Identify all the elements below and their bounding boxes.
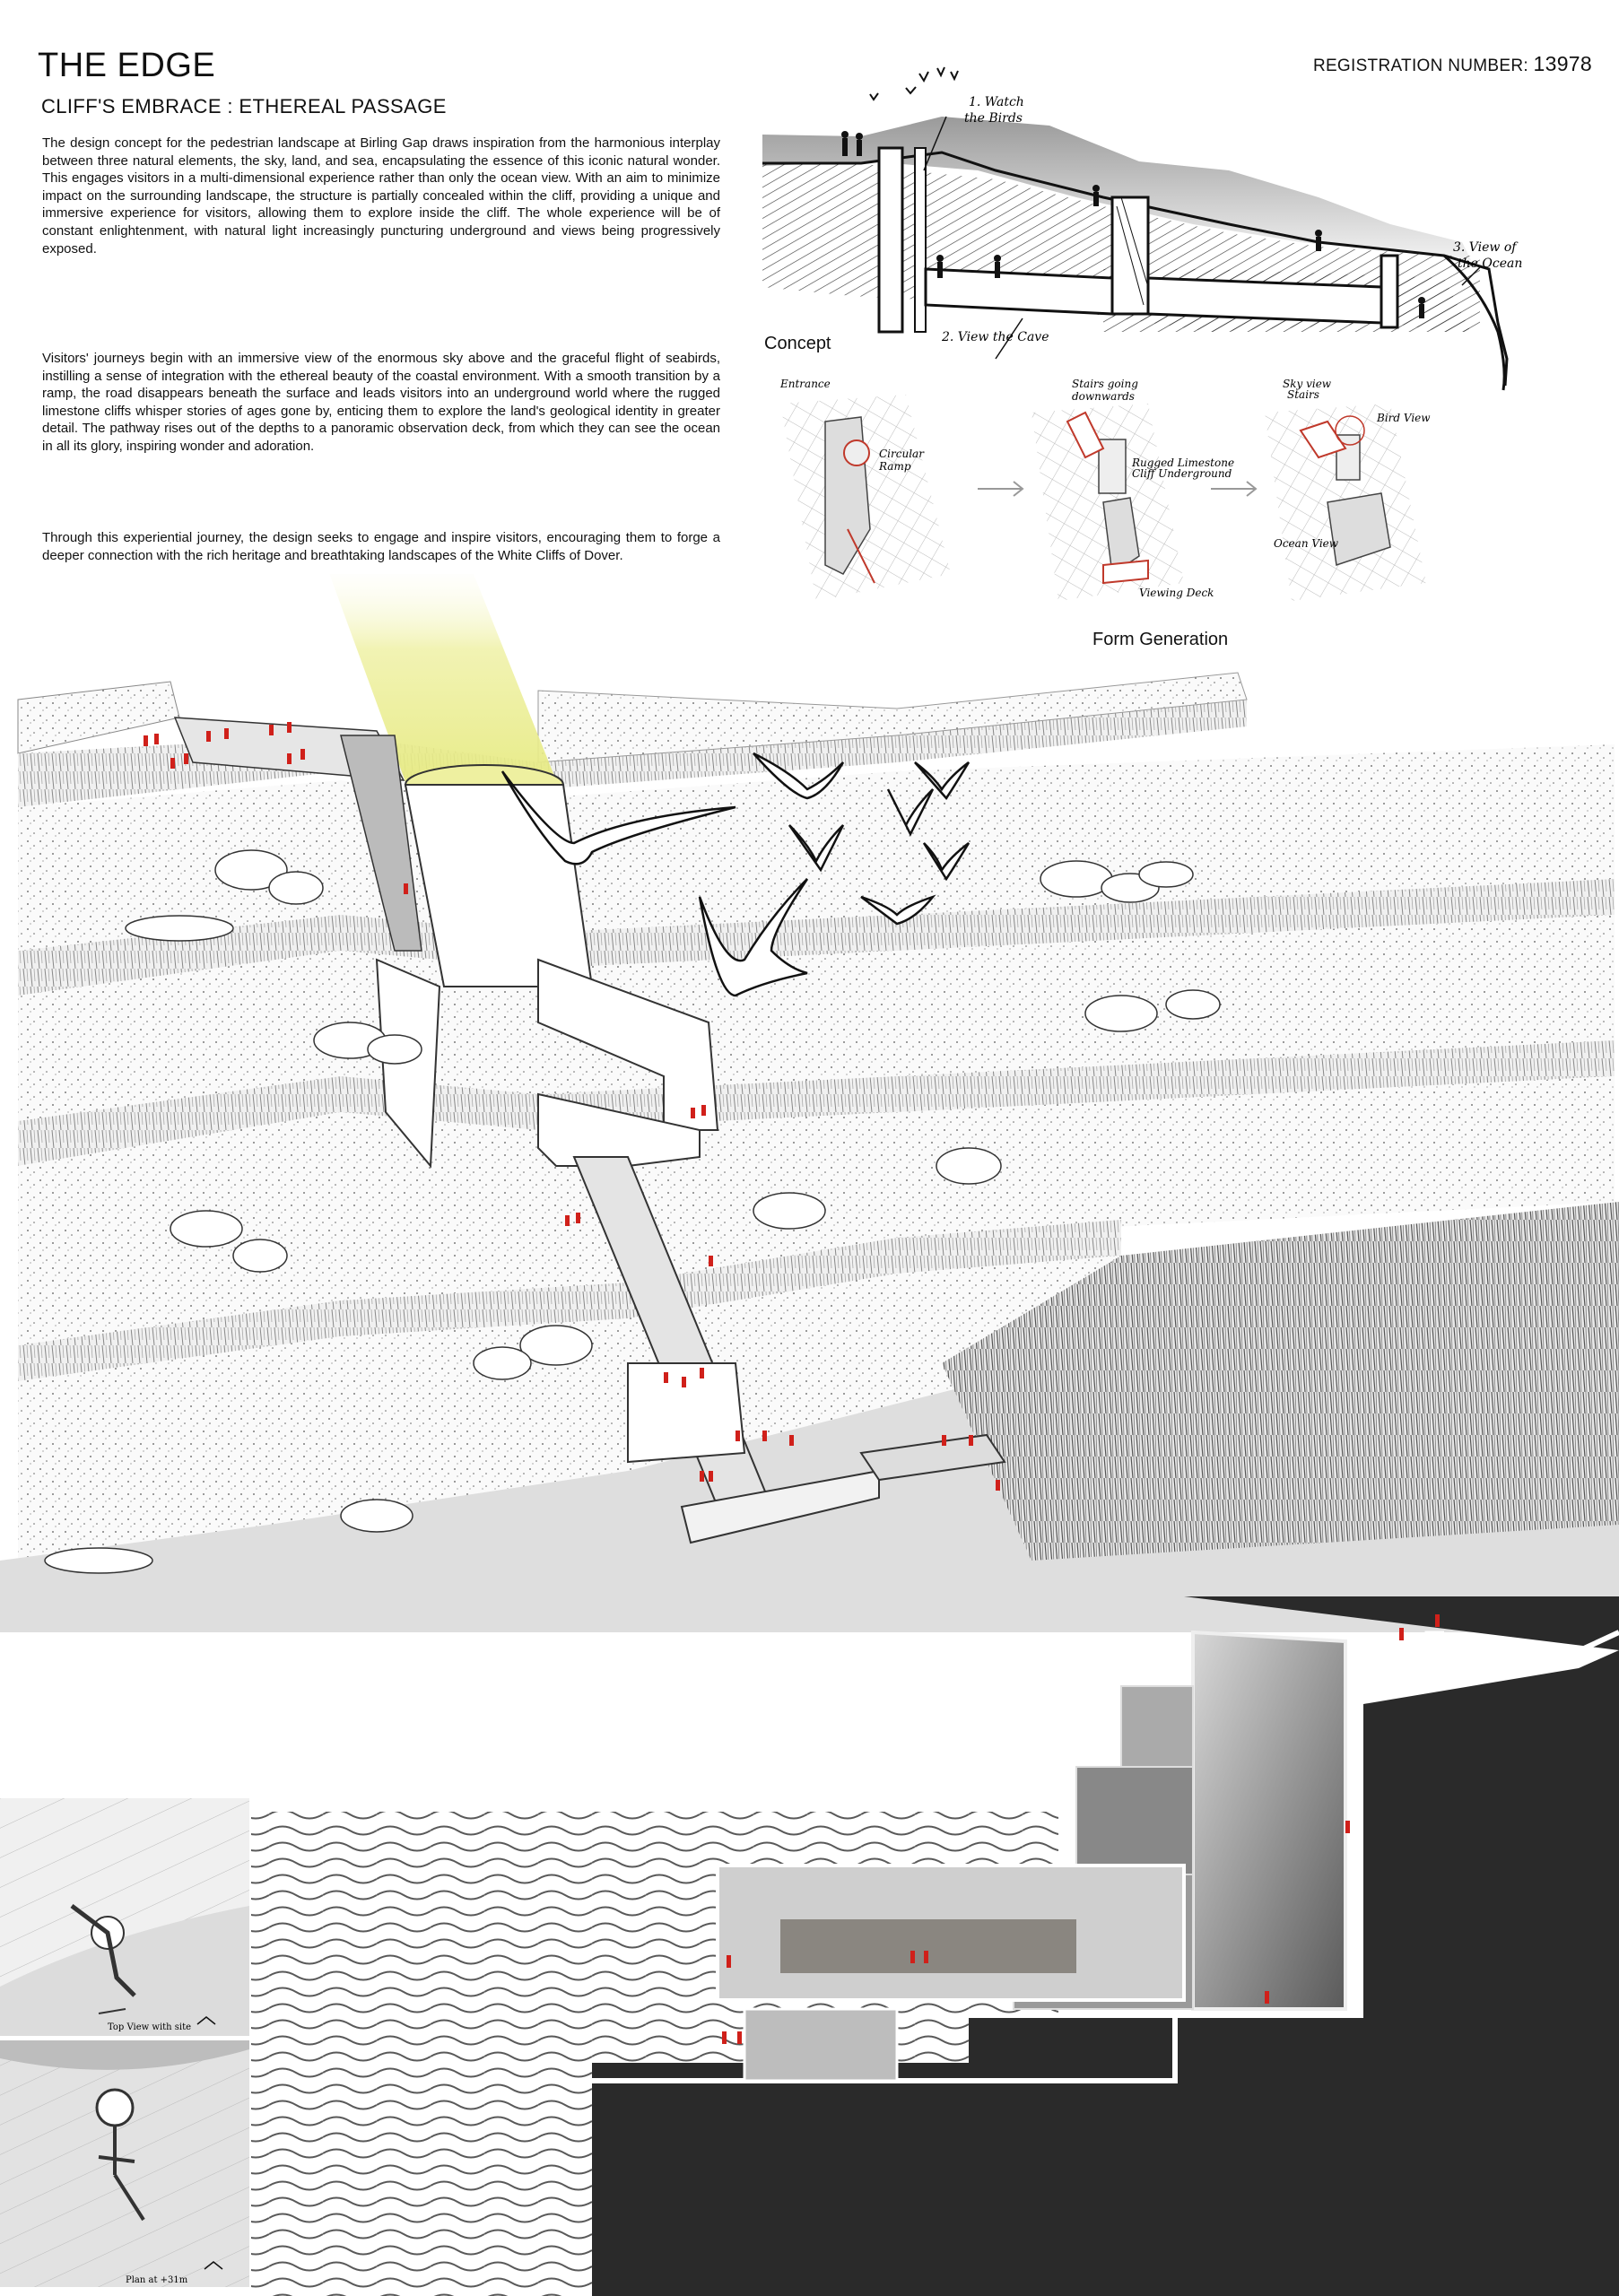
page-subtitle: CLIFF'S EMBRACE : ETHEREAL PASSAGE bbox=[41, 95, 447, 117]
cave-passage bbox=[926, 269, 1112, 314]
label-limestone-2: Cliff Underground bbox=[1132, 467, 1232, 480]
site-plans bbox=[0, 1798, 251, 2292]
concept-label: Concept bbox=[764, 334, 831, 353]
label-ocean-view: Ocean View bbox=[1274, 537, 1339, 550]
annotation-view-cave: 2. View the Cave bbox=[942, 330, 1049, 344]
annotation-view-ocean-1: 3. View of bbox=[1453, 240, 1517, 255]
arrow-icon bbox=[1211, 482, 1256, 496]
form-step-3 bbox=[1265, 378, 1431, 601]
form-step-1 bbox=[779, 378, 951, 601]
arrow-icon bbox=[978, 482, 1023, 496]
registration-label: REGISTRATION NUMBER: bbox=[1312, 57, 1528, 75]
axonometric-illustration bbox=[0, 574, 1619, 1632]
label-stairs-1: Stairs going bbox=[1072, 378, 1138, 390]
bird-sketches bbox=[870, 67, 958, 100]
limestone-wall bbox=[780, 1919, 1076, 1973]
label-sky-view-1: Sky view bbox=[1283, 378, 1332, 390]
label-ramp-2: Ramp bbox=[879, 460, 911, 473]
light-shaft bbox=[1193, 1632, 1345, 2009]
description-paragraph-2: Visitors' journeys begin with an immersive view of the enormous sky above and the graceful flight of seabirds, instilling a sense of integration with the ethereal beauty of the coastal environment. With a smooth transition by a ramp, the road disappears beneath the surface and leads visitors into an underground world where the rugged limestone cliffs whisper stories of ages gone by, enticing them to explore the land's geological identity in greater detail. The pathway rises out of the depths to a panoramic observation deck, from which they can see the ocean in all its glory, inspiring wonder and adoration. bbox=[42, 351, 720, 454]
form-generation-label: Form Generation bbox=[1092, 630, 1229, 649]
registration-number: 13978 bbox=[1533, 52, 1592, 75]
top-view-caption: Top View with site bbox=[108, 2022, 192, 2032]
label-bird-view: Bird View bbox=[1377, 412, 1431, 424]
annotation-watch-birds-1: 1. Watch bbox=[969, 95, 1024, 109]
tower-shaft bbox=[879, 148, 902, 332]
label-viewing-deck: Viewing Deck bbox=[1139, 587, 1214, 599]
label-limestone-1: Rugged Limestone bbox=[1132, 457, 1235, 469]
plan-caption: Plan at +31m bbox=[126, 2275, 188, 2285]
description-paragraph-3: Through this experiential journey, the design seeks to engage and inspire visitors, encouraging them to forge a deeper connection with the rich heritage and breathtaking landscapes of the White Cliffs of Dover. bbox=[42, 530, 720, 563]
label-stairs-2: downwards bbox=[1072, 390, 1135, 403]
annotation-watch-birds-2: the Birds bbox=[964, 111, 1023, 126]
label-entrance: Entrance bbox=[780, 378, 831, 390]
page-title: THE EDGE bbox=[38, 47, 216, 84]
form-step-2 bbox=[1031, 378, 1234, 601]
label-ramp-1: Circular bbox=[879, 448, 924, 460]
annotation-view-ocean-2: the Ocean bbox=[1458, 257, 1523, 271]
description-paragraph-1: The design concept for the pedestrian landscape at Birling Gap draws inspiration from the harmonious interplay between three natural elements, the sky, land, and sea, encapsulating the essence of this iconic natural wonder. This engages visitors in a multi-dimensional experience rather than only the ocean view. With an aim to minimize impact on the surrounding landscape, the structure is partially concealed within the cliff, providing a unique and immersive experience for visitors, allowing them to explore inside the cliff. The whole experience will be of constant enlightenment, with natural light increasingly puncturing underground and views being progressively exposed. bbox=[42, 135, 720, 257]
label-sky-view-2: Stairs bbox=[1287, 388, 1319, 401]
